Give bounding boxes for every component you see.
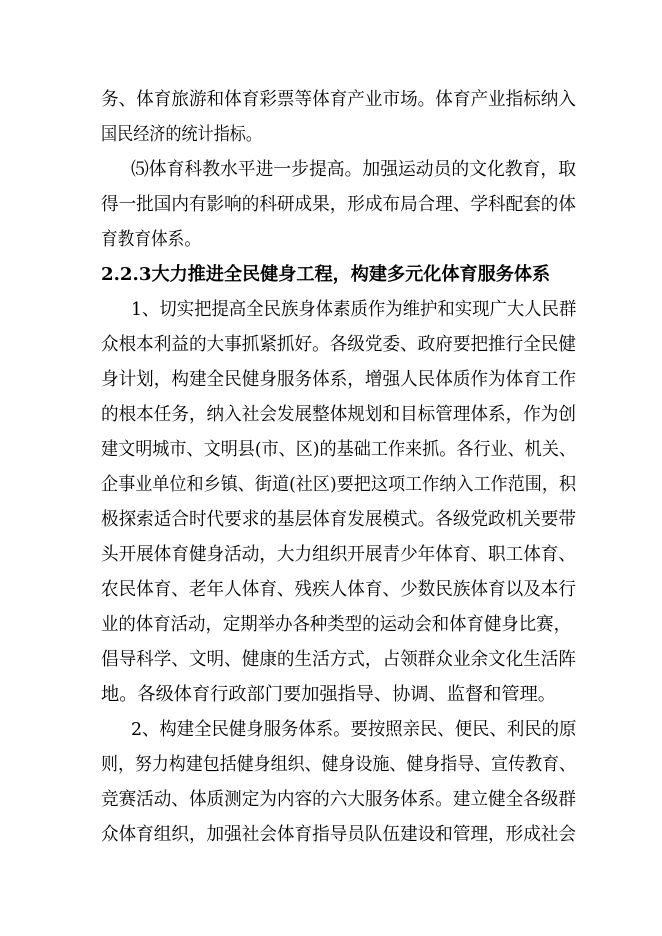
text-line: 1、切实把提高全民族身体素质作为维护和实现广大人民群 <box>131 299 577 320</box>
text-line: 的根本任务，纳入社会发展整体规划和目标管理体系，作为创 <box>101 404 576 425</box>
text-line: 头开展体育健身活动，大力组织开展青少年体育、职工体育、 <box>101 544 576 565</box>
text-line: 倡导科学、文明、健康的生活方式，占领群众业余文化生活阵 <box>101 649 576 670</box>
text-line: 众体育组织，加强社会体育指导员队伍建设和管理，形成社会 <box>101 824 576 845</box>
text-line: 极探索适合时代要求的基层体育发展模式。各级党政机关要带 <box>101 509 576 530</box>
text-line: 育教育体系。 <box>101 229 201 250</box>
text-line: 农民体育、老年人体育、残疾人体育、少数民族体育以及本行 <box>101 579 576 600</box>
text-line: ⑸体育科教水平进一步提高。加强运动员的文化教育，取 <box>131 159 576 180</box>
text-line: 业的体育活动，定期举办各种类型的运动会和体育健身比赛， <box>101 614 571 635</box>
text-line: 地。各级体育行政部门要加强指导、协调、监督和管理。 <box>101 684 556 705</box>
text-line: 竞赛活动、体质测定为内容的六大服务体系。建立健全各级群 <box>101 789 576 810</box>
text-line: 国民经济的统计指标。 <box>101 124 262 145</box>
text-line: 2、构建全民健身服务体系。要按照亲民、便民、利民的原 <box>131 719 577 740</box>
text-line: 建文明城市、文明县(市、区)的基础工作来抓。各行业、机关、 <box>101 439 577 460</box>
text-line: 众根本利益的大事抓紧抓好。各级党委、政府要把推行全民健 <box>101 334 576 355</box>
text-line: 则，努力构建包括健身组织、健身设施、健身指导、宣传教育、 <box>101 754 576 775</box>
text-line: 身计划，构建全民健身服务体系，增强人民体质作为体育工作 <box>101 369 576 390</box>
text-line: 得一批国内有影响的科研成果，形成布局合理、学科配套的体 <box>101 194 576 215</box>
text-line: 务、体育旅游和体育彩票等体育产业市场。体育产业指标纳入 <box>101 89 576 110</box>
section-heading: 2.2.3大力推进全民健身工程，构建多元化体育服务体系 <box>101 264 551 285</box>
text-line: 企事业单位和乡镇、街道(社区)要把这项工作纳入工作范围，积 <box>101 474 577 495</box>
